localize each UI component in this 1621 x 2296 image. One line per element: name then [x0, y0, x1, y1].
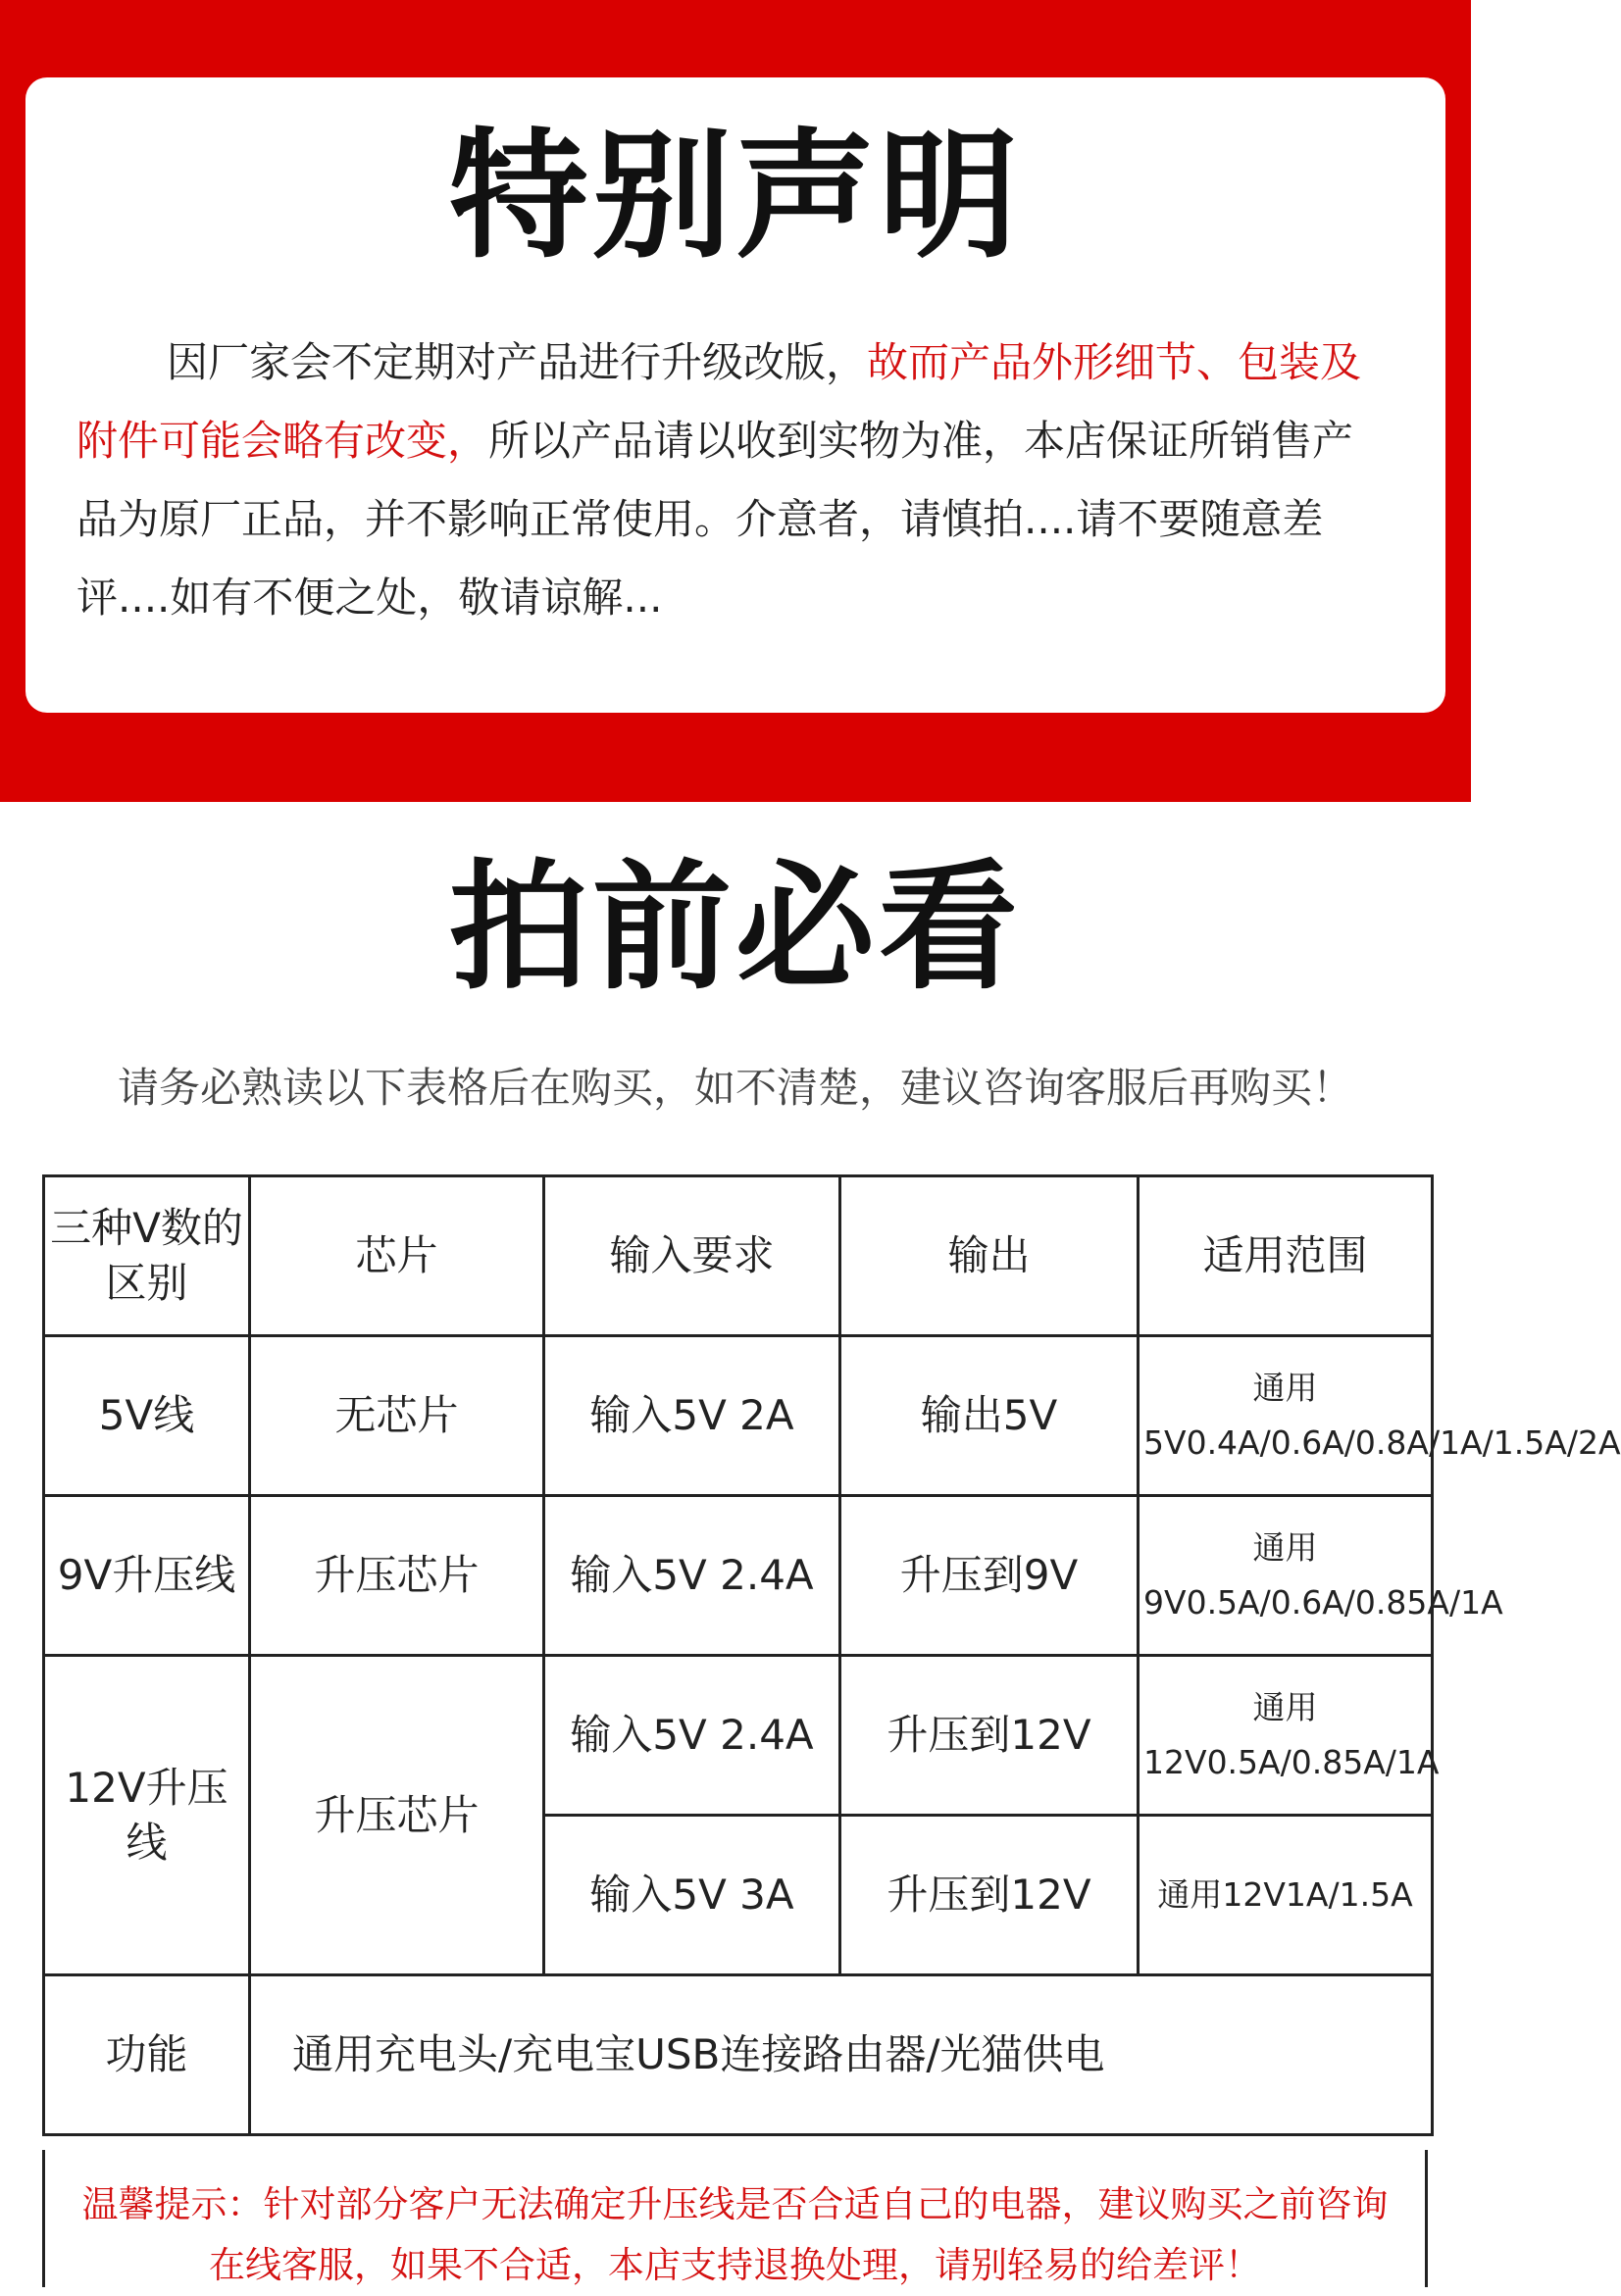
warm-tip: 温馨提示：针对部分客户无法确定升压线是否合适自己的电器，建议购买之前咨询在线客服，如果不合适，本店支持退换处理，请别轻易的给差评！ [42, 2150, 1428, 2287]
chip-cell: 升压芯片 [250, 1496, 544, 1656]
input-cell: 输入5V 3A [544, 1816, 840, 1975]
spec-table [42, 1174, 1621, 2136]
type-cell: 9V升压线 [44, 1496, 250, 1656]
function-row [44, 1975, 1433, 2135]
chip-cell: 升压芯片 [250, 1656, 544, 1975]
header-cell: 输出 [840, 1176, 1139, 1336]
scope-cell: 通用12V0.5A/0.85A/1A [1139, 1656, 1433, 1816]
table-row [44, 1496, 1433, 1656]
header-cell: 芯片 [250, 1176, 544, 1336]
scope-cell: 通用9V0.5A/0.6A/0.85A/1A [1139, 1496, 1433, 1656]
notice-text-1: 因厂家会不定期对产品进行升级改版， [167, 338, 868, 386]
output-cell: 升压到12V [840, 1656, 1139, 1816]
scope-cell: 通用5V0.4A/0.6A/0.8A/1A/1.5A/2A [1139, 1336, 1433, 1496]
output-cell: 升压到9V [840, 1496, 1139, 1656]
function-label: 功能 [44, 1975, 250, 2135]
type-cell: 5V线 [44, 1336, 250, 1496]
input-cell: 输入5V 2A [544, 1336, 840, 1496]
header-cell: 适用范围 [1139, 1176, 1433, 1336]
output-cell: 输出5V [840, 1336, 1139, 1496]
notice-title: 特别声明 [449, 116, 1022, 277]
buy-subtitle: 请务必熟读以下表格后在购买，如不清楚，建议咨询客服后再购买！ [117, 1064, 1353, 1112]
chip-cell: 无芯片 [250, 1336, 544, 1496]
scope-cell: 通用12V1A/1.5A [1139, 1816, 1433, 1975]
notice-text-2: 所以产品请以收到实物为准，本店保证所销售产品为原厂正品，并不影响正常使用。介意者，请慎拍....请不要随意差评....如有不便之处，敬请谅解... [76, 417, 1354, 622]
function-value: 通用充电头/充电宝USB连接路由器/光猫供电 [250, 1975, 1433, 2135]
output-cell: 升压到12V [840, 1816, 1139, 1975]
table-row [44, 1336, 1433, 1496]
input-cell: 输入5V 2.4A [544, 1496, 840, 1656]
buy-title: 拍前必看 [449, 847, 1022, 1009]
type-cell: 12V升压线 [44, 1656, 250, 1975]
input-cell: 输入5V 2.4A [544, 1656, 840, 1816]
table-row [44, 1656, 1433, 1816]
header-cell: 三种V数的区别 [44, 1176, 250, 1336]
notice-body [76, 324, 1381, 637]
notice-text-red: 故而产品外形细节、包装及附件可能会略有改变， [76, 338, 1362, 465]
table-header-row [44, 1176, 1433, 1336]
header-cell: 输入要求 [544, 1176, 840, 1336]
